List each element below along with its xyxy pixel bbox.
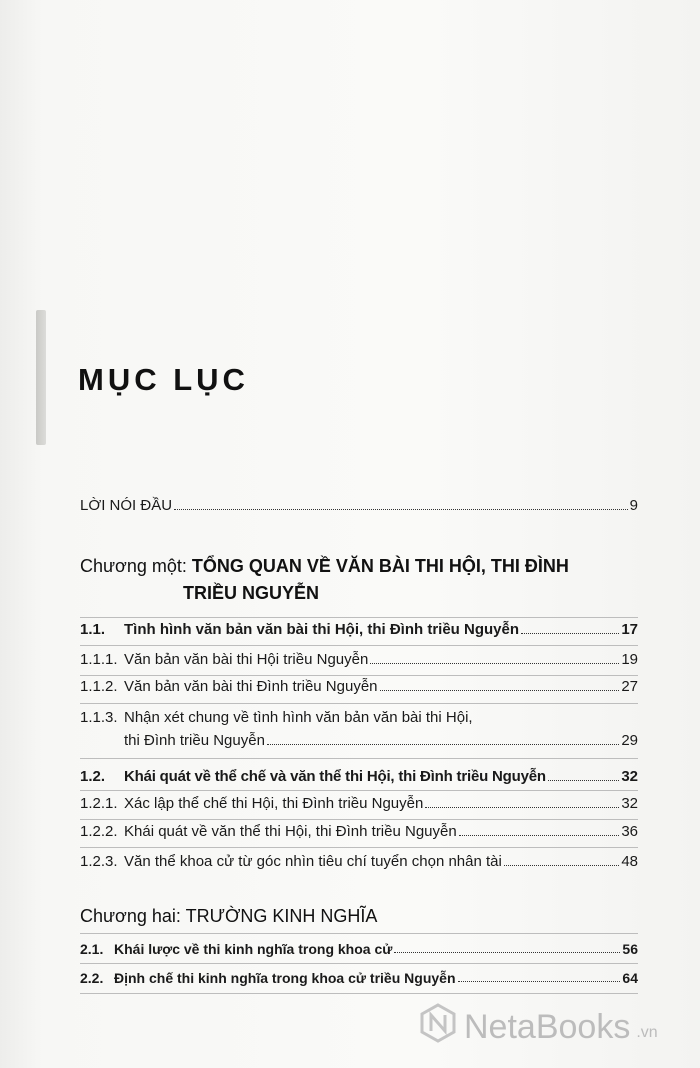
toc-entry-page: 17 xyxy=(621,621,638,638)
toc-entry-page: 27 xyxy=(621,678,638,695)
toc-entry-number: 1.2.1. xyxy=(80,795,118,812)
chapter-title-line1: TRƯỜNG KINH NGHĨA xyxy=(185,906,378,926)
divider xyxy=(80,758,638,759)
toc-entry-number: 1.2.2. xyxy=(80,823,118,840)
toc-entry-text: Xác lập thể chế thi Hội, thi Đình triều Nguyễn xyxy=(124,795,424,812)
toc-entry[interactable] xyxy=(80,651,638,668)
chapter-one-heading[interactable] xyxy=(80,556,569,577)
divider xyxy=(80,645,638,646)
divider xyxy=(80,790,638,791)
toc-entry-page: 32 xyxy=(621,768,638,785)
divider xyxy=(80,933,638,934)
divider xyxy=(80,819,638,820)
chapter-one-heading-cont xyxy=(183,583,319,604)
toc-entry[interactable] xyxy=(80,823,638,840)
toc-entry-page: 9 xyxy=(629,497,638,514)
toc-entry-number: 1.1.2. xyxy=(80,678,118,695)
toc-entry[interactable] xyxy=(80,621,638,638)
toc-entry-page: 32 xyxy=(621,795,638,812)
toc-entry-text: Nhận xét chung về tình hình văn bản văn bài thi Hội, xyxy=(124,709,473,726)
dot-leader xyxy=(521,632,619,634)
dot-leader xyxy=(370,662,619,664)
toc-entry-page: 19 xyxy=(621,651,638,668)
divider xyxy=(80,963,638,964)
toc-entry[interactable] xyxy=(80,970,638,986)
chapter-title-line2: TRIỀU NGUYỄN xyxy=(183,583,320,603)
chapter-label: Chương hai: xyxy=(80,906,181,926)
toc-entry-text: thi Đình triều Nguyễn xyxy=(124,732,265,749)
toc-entry-number: 1.1. xyxy=(80,621,106,638)
toc-entry-text: LỜI NÓI ĐẦU xyxy=(80,497,173,514)
toc-entry-page: 36 xyxy=(621,823,638,840)
watermark-suffix: .vn xyxy=(636,1023,658,1041)
toc-entry-text: Tình hình văn bản văn bài thi Hội, thi Đình triều Nguyễn xyxy=(124,621,520,638)
toc-entry-number: 1.2.3. xyxy=(80,853,118,870)
dot-leader xyxy=(174,508,628,510)
toc-entry-number: 1.2. xyxy=(80,768,106,785)
toc-entry-number: 1.1.3. xyxy=(80,709,118,726)
watermark-text: NetaBooks xyxy=(464,1008,631,1046)
dot-leader xyxy=(504,864,619,866)
netabooks-watermark xyxy=(418,1003,658,1052)
chapter-two-heading[interactable] xyxy=(80,906,377,927)
netabooks-logo-icon xyxy=(418,1003,458,1052)
toc-entry-text: Khái lược về thi kinh nghĩa trong khoa cử xyxy=(114,941,393,957)
page-title: MỤC LỤC xyxy=(78,362,249,397)
toc-entry-continuation[interactable] xyxy=(80,732,638,749)
dot-leader xyxy=(459,834,620,836)
toc-entry-text: Khái quát về thể chế và văn thể thi Hội, thi Đình triều Nguyễn xyxy=(124,768,546,785)
toc-entry-text: Văn bản văn bài thi Đình triều Nguyễn xyxy=(124,678,378,695)
toc-entry-page: 29 xyxy=(621,732,638,749)
binding-edge xyxy=(36,310,46,445)
dot-leader xyxy=(394,951,620,953)
toc-entry-number: 2.1. xyxy=(80,941,104,957)
toc-entry-text: Văn thể khoa cử từ góc nhìn tiêu chí tuyển chọn nhân tài xyxy=(124,853,502,870)
toc-entry-intro[interactable] xyxy=(80,497,638,514)
divider xyxy=(80,675,638,676)
toc-entry-text: Định chế thi kinh nghĩa trong khoa cử triều Nguyễn xyxy=(114,970,456,986)
dot-leader xyxy=(267,743,619,745)
chapter-label: Chương một: xyxy=(80,556,187,576)
toc-entry-number: 2.2. xyxy=(80,970,104,986)
toc-entry-page: 64 xyxy=(622,970,638,986)
dot-leader xyxy=(548,779,619,781)
divider xyxy=(80,847,638,848)
dot-leader xyxy=(380,689,620,691)
toc-entry[interactable] xyxy=(80,795,638,812)
toc-entry[interactable] xyxy=(80,678,638,695)
toc-entry[interactable] xyxy=(80,768,638,785)
toc-entry[interactable] xyxy=(80,941,638,957)
toc-entry-text: Khái quát về văn thể thi Hội, thi Đình triều Nguyễn xyxy=(124,823,457,840)
toc-entry[interactable] xyxy=(80,709,638,726)
divider xyxy=(80,993,638,994)
toc-entry-page: 56 xyxy=(622,941,638,957)
toc-entry-page: 48 xyxy=(621,853,638,870)
chapter-title-line1: TỔNG QUAN VỀ VĂN BÀI THI HỘI, THI ĐÌNH xyxy=(191,556,569,576)
toc-entry-text: Văn bản văn bài thi Hội triều Nguyễn xyxy=(124,651,369,668)
toc-entry-number: 1.1.1. xyxy=(80,651,118,668)
divider xyxy=(80,703,638,704)
dot-leader xyxy=(458,980,621,982)
dot-leader xyxy=(425,806,619,808)
toc-entry[interactable] xyxy=(80,853,638,870)
divider xyxy=(80,617,638,618)
